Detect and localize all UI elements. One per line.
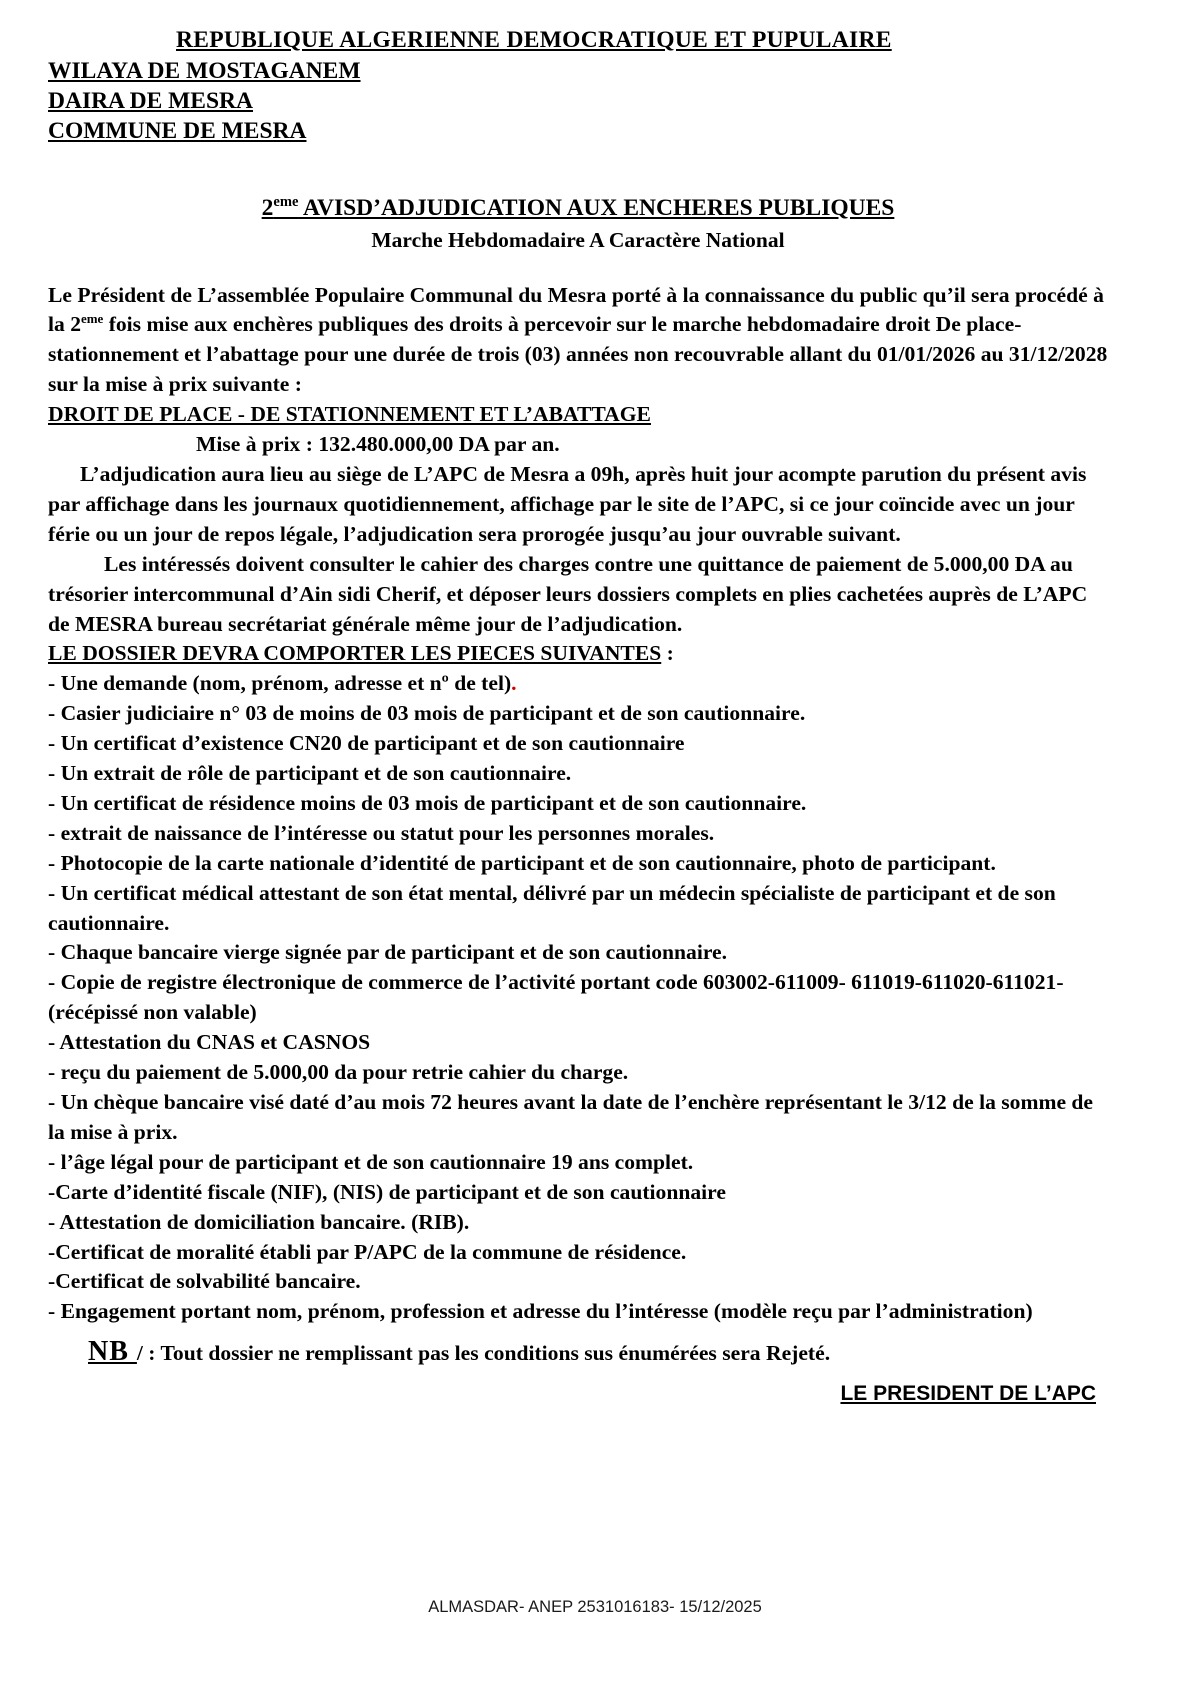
interested-parties-paragraph: Les intéressés doivent consulter le cahier des charges contre une quittance de paiement de 5.000,00 DA au trésorier intercommunal d’Ain sidi Cherif, et déposer leurs dossiers complets en plies cachetées auprès de L’APC de MESRA bureau secrétariat générale même jour de l’adjudication. — [48, 551, 1088, 636]
page-subtitle: Marche Hebdomadaire A Caractère National — [371, 227, 785, 252]
nb-text: / : Tout dossier ne remplissant pas les conditions sus énumérées sera Rejeté. — [136, 1341, 831, 1366]
list-item-text: - Une demande (nom, prénom, adresse et nº de tel) — [48, 671, 512, 696]
page-title — [262, 195, 895, 222]
documents-heading — [48, 639, 1108, 669]
list-item — [48, 669, 1108, 699]
title-block — [48, 195, 1108, 253]
nb-label: NB — [88, 1336, 137, 1368]
documents-heading-colon: : — [661, 641, 674, 666]
list-item: - Photocopie de la carte nationale d’identité de participant et de son cautionnaire, photo de participant. — [48, 850, 996, 875]
footer-reference: ALMASDAR- ANEP 2531016183- 15/12/2025 — [428, 1598, 762, 1616]
list-item: - Un certificat d’existence CN20 de participant et de son cautionnaire — [48, 731, 685, 756]
documents-list — [48, 669, 1108, 1327]
header-daira-text: DAIRA DE MESRA — [48, 87, 253, 114]
red-period-mark: . — [511, 671, 517, 696]
intro-ordinal-suffix: eme — [81, 311, 104, 327]
list-item: - Attestation du CNAS et CASNOS — [48, 1030, 371, 1055]
price-line: Mise à prix : 132.480.000,00 DA par an. — [196, 432, 560, 457]
rights-heading — [48, 400, 1108, 430]
documents-heading-text: LE DOSSIER DEVRA COMPORTER LES PIECES SUIVANTES — [48, 641, 662, 666]
intro-paragraph — [48, 281, 1108, 401]
header-republic-text: REPUBLIQUE ALGERIENNE DEMOCRATIQUE ET PUPULAIRE — [176, 27, 892, 53]
list-item: - Un extrait de rôle de participant et de son cautionnaire. — [48, 761, 572, 786]
header-daira-line — [48, 86, 1108, 116]
list-item: - Un chèque bancaire visé daté d’au mois 72 heures avant la date de l’enchère représentant le 3/12 de la somme de la mise à prix. — [48, 1090, 1094, 1144]
signature-line: LE PRESIDENT DE L’APC — [840, 1382, 1096, 1406]
list-item: -Certificat de solvabilité bancaire. — [48, 1269, 361, 1294]
list-item: - reçu du paiement de 5.000,00 da pour retrie cahier du charge. — [48, 1060, 629, 1085]
list-item: - Un certificat de résidence moins de 03 mois de participant et de son cautionnaire. — [48, 790, 807, 815]
body-block — [48, 281, 1108, 670]
title-ordinal-suffix: eme — [273, 193, 299, 210]
header-commune-text: COMMUNE DE MESRA — [48, 118, 307, 145]
header-wilaya-text: WILAYA DE MOSTAGANEM — [48, 57, 361, 84]
title-number: 2 — [261, 194, 274, 221]
header-wilaya-line — [48, 56, 1108, 86]
list-item: - Chaque bancaire vierge signée par de participant et de son cautionnaire. — [48, 940, 727, 965]
list-item: -Certificat de moralité établi par P/APC de la commune de résidence. — [48, 1239, 687, 1264]
intro-text-part2: fois mise aux enchères publiques des droits à percevoir sur le marche hebdomadaire droit De place- stationnement et l’abattage pour une durée de trois (03) années non recouvrable allant du 01/01/2026 au 31/12/2028 sur la mise à prix suivante : — [48, 312, 1108, 397]
adjudication-paragraph: L’adjudication aura lieu au siège de L’APC de Mesra a 09h, après huit jour acompte parution du présent avis par affichage dans les journaux quotidiennement, affichage par le site de l’APC, si ce jour coïncide avec un jour férie ou un jour de repos légale, l’adjudication sera prorogée jusqu’au jour ouvrable suivant. — [48, 461, 1087, 546]
list-item: - Un certificat médical attestant de son état mental, délivré par un médecin spécialiste de participant et de son cautionnaire. — [48, 880, 1056, 935]
list-item: - Copie de registre électronique de commerce de l’activité portant code 603002-611009- 611019-611020-611021- (récépissé non valable) — [48, 970, 1064, 1025]
list-item: - Casier judiciaire n° 03 de moins de 03 mois de participant et de son cautionnaire. — [48, 701, 806, 726]
list-item: - l’âge légal pour de participant et de son cautionnaire 19 ans complet. — [48, 1149, 694, 1174]
nb-note — [48, 1333, 1108, 1372]
list-item: - Engagement portant nom, prénom, profession et adresse du l’intéresse (modèle reçu par l’administration) — [48, 1299, 1033, 1324]
title-main-text: AVISD’ADJUDICATION AUX ENCHERES PUBLIQUES — [298, 194, 895, 221]
header-republic-line — [48, 26, 1108, 56]
header-commune-line — [48, 116, 1108, 146]
intro-text-part1: Le Président de L’assemblée Populaire Communal du Mesra porté à la connaissance du public qu’il sera procédé à la — [48, 282, 1104, 337]
document-content — [48, 26, 1108, 1406]
list-item: -Carte d’identité fiscale (NIF), (NIS) de participant et de son cautionnaire — [48, 1179, 726, 1204]
rights-heading-text: DROIT DE PLACE - DE STATIONNEMENT ET L’ABATTAGE — [48, 402, 651, 427]
intro-ordinal-number: 2 — [70, 312, 81, 337]
list-item: - Attestation de domiciliation bancaire. (RIB). — [48, 1209, 470, 1234]
list-item: - extrait de naissance de l’intéresse ou statut pour les personnes morales. — [48, 820, 715, 845]
